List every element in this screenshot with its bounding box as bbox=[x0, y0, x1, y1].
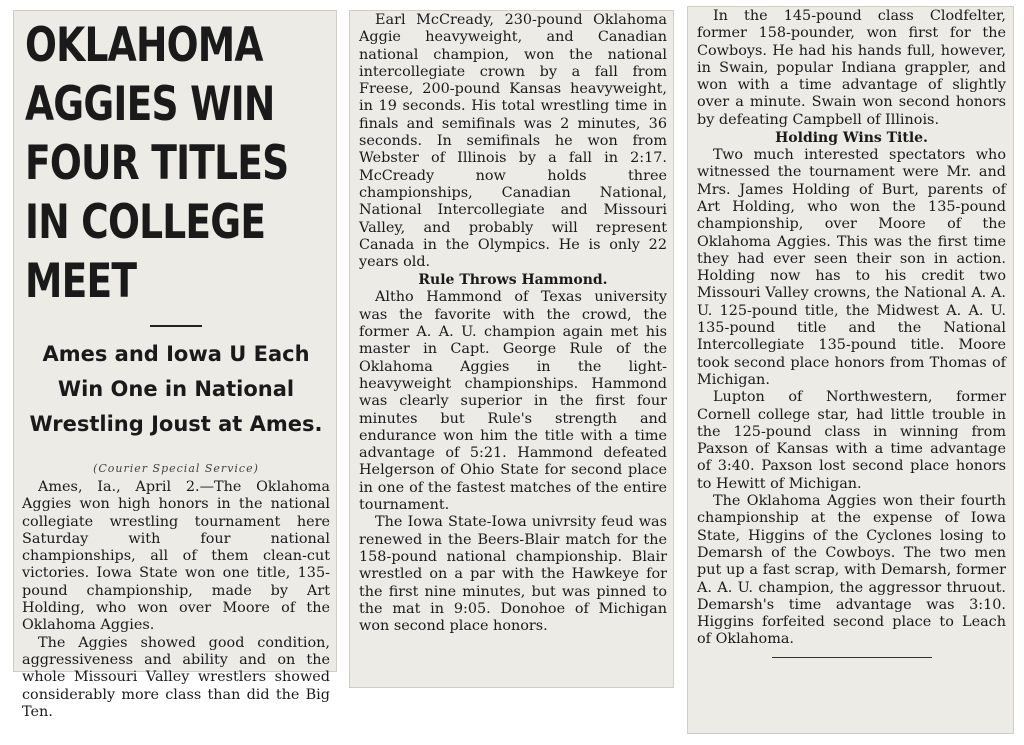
paragraph: Earl McCready, 230-pound Oklahoma Aggie heavyweight, and Canadian national champion, won the national intercollegiate crown by a fall from Freese, 200-pound Kansas heavyweight, in 19 seconds. His total wrestling time in finals and semifinals was 2 minutes, 36 seconds. In semifinals he won from Webster of Illinois by a fall in 2:17. McCready now holds three championships, Canadian National, National Intercollegiate and Missouri Valley, and probably will represent Canada in the Olympics. He is only 22 years old. bbox=[359, 12, 667, 271]
column-3-body bbox=[697, 8, 1006, 649]
paragraph: Lupton of Northwestern, former Cornell college star, had little trouble in the 125-pound class in winning from Paxson of Kansas with a time advantage of 3:40. Paxson lost second place honors to Hewitt of Michigan. bbox=[697, 389, 1006, 492]
paragraph: Altho Hammond of Texas university was the favorite with the crowd, the former A. A. U. champion again met his master in Capt. George Rule of the Oklahoma Aggies in the light-heavyweight championships. Hammond was clearly superior in the first four minutes but Rule's strength and endurance won him the title with a time advantage of 5:21. Hammond defeated Helgerson of Ohio State for second place in one of the fastest matches of the entire tournament. bbox=[359, 289, 667, 514]
paragraph: Ames, Ia., April 2.—The Oklahoma Aggies won high honors in the national collegiate wrestling tournament here Saturday with four national championships, all of them clean-cut victories. Iowa State won one title, 135-pound championship, made by Art Holding, who won over Moore of the Oklahoma Aggies. bbox=[22, 479, 330, 634]
column-1-clipping bbox=[13, 10, 337, 720]
column-2-clipping bbox=[349, 10, 674, 688]
subheadline: Ames and Iowa U Each Win One in National Wrestling Joust at Ames. bbox=[29, 342, 323, 436]
column-2-body bbox=[359, 12, 667, 635]
service-credit: (Courier Special Service) bbox=[93, 462, 259, 475]
section-subtitle: Holding Wins Title. bbox=[775, 130, 928, 147]
paragraph: In the 145-pound class Clodfelter, former 158-pounder, won first for the Cowboys. He had his hands full, however, in Swain, popular Indiana grappler, and won with a time advantage of slightly over a minute. Swain won second honors by defeating Campbell of Illinois. bbox=[697, 8, 1006, 128]
section-subtitle: Rule Throws Hammond. bbox=[418, 272, 608, 289]
paragraph: The Oklahoma Aggies won their fourth championship at the expense of Iowa State, Higgins of the Cyclones losing to Demarsh of the Cowboys. The two men put up a fast scrap, with Demarsh, former A. A. U. champion, the aggressor thruout. Demarsh's time advantage was 3:10. Higgins forfeited second place to Leach of Oklahoma. bbox=[697, 493, 1006, 648]
paragraph: The Aggies showed good condition, aggressiveness and ability and on the whole Missouri Valley wrestlers showed considerably more class than did the Big Ten. bbox=[22, 634, 330, 720]
headline: OKLAHOMA AGGIES WIN FOUR TITLES IN COLLEGE MEET bbox=[25, 18, 289, 309]
column-1-body bbox=[22, 479, 330, 721]
paragraph: The Iowa State-Iowa univrsity feud was renewed in the Beers-Blair match for the 158-pound national championship. Blair wrestled on a par with the Hawkeye for the first nine minutes, but was pinned to the mat in 9:05. Donohoe of Michigan won second place honors. bbox=[359, 514, 667, 635]
column-3-clipping bbox=[687, 6, 1014, 734]
headline-divider bbox=[150, 325, 202, 327]
end-rule bbox=[772, 657, 932, 658]
paragraph: Two much interested spectators who witnessed the tournament were Mr. and Mrs. James Holding of Burt, parents of Art Holding, who won the 135-pound championship, over Moore of the Oklahoma Aggies. This was the first time they had ever seen their son in action. Holding now has to his credit two Missouri Valley crowns, the National A. A. U. 125-pound title, the Midwest A. A. U. 135-pound title and the National Intercollegiate 135-pound title. Moore took second place honors from Thomas of Michigan. bbox=[697, 147, 1006, 388]
